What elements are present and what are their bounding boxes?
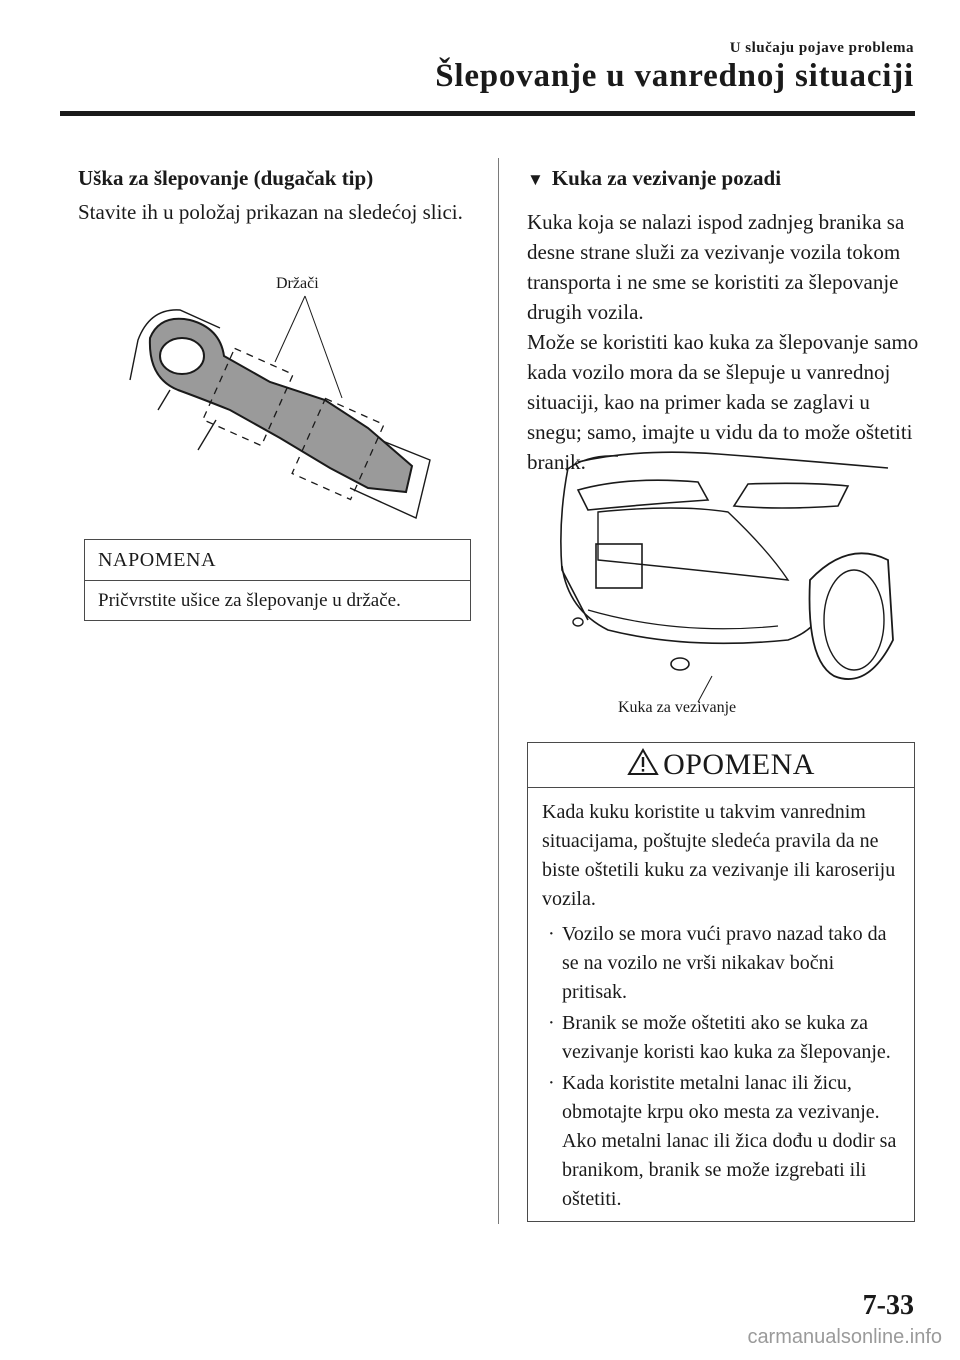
exhaust <box>671 658 689 670</box>
warning-title: OPOMENA <box>528 743 914 788</box>
license-plate <box>596 544 642 588</box>
warning-triangle-icon <box>627 748 659 776</box>
page-title: Šlepovanje u vanrednoj situaciji <box>435 58 914 94</box>
car-rear-figure <box>548 440 903 720</box>
list-item: · Branik se može oštetiti ako se kuka za vezivanje koristi kao kuka za šlepovanje. <box>548 1012 891 1063</box>
note-box <box>84 539 471 621</box>
roof-line <box>578 452 888 468</box>
tiedown-hook-label: Kuka za vezivanje <box>618 699 737 716</box>
column-divider <box>498 158 499 1224</box>
list-item: · Vozilo se mora vući pravo nazad tako da se na vozilo ne vrši nikakav bočni pritisak. <box>548 923 887 1003</box>
outline <box>566 456 618 470</box>
warning-body <box>528 788 914 1214</box>
list-item: · Kada koristite metalni lanac ili žicu, obmotajte krpu oko mesta za vezivanje. Ako metalni lanac ili žica dođu u dodir sa branikom, branik se može izgrebati ili oštetiti. <box>548 1072 897 1210</box>
outline <box>158 390 170 410</box>
towing-eye-instruction: Stavite ih u položaj prikazan na sledećoj slici. <box>78 200 463 224</box>
leader-line <box>305 296 342 398</box>
warning-intro: Kada kuku koristite u takvim vanrednim situacijama, poštujte sledeća pravila da ne biste oštetili kuku za vezivanje ili karoseriju vozila. <box>542 801 896 910</box>
page-number: 7-33 <box>862 1290 914 1321</box>
note-title: NAPOMENA <box>85 540 470 581</box>
rear-tiedown-paragraph-2: Može se koristiti kao kuka za šlepovanje samo kada vozilo mora da se šlepuje u vanrednoj situaciji, kao na primer kada se zaglavi u snegu; samo, imajte u vidu da to može oštetiti branik. <box>527 330 919 474</box>
towing-eye-hole <box>160 338 204 374</box>
left-column <box>78 163 478 227</box>
watermark: carmanualsonline.info <box>747 1326 942 1348</box>
leader-line <box>275 296 305 362</box>
outline <box>198 420 216 450</box>
towing-eye-subheading: Uška za šlepovanje (dugačak tip) <box>78 166 374 190</box>
tow-hook-point <box>573 618 583 626</box>
note-text: Pričvrstite ušice za šlepovanje u držače. <box>98 590 401 611</box>
holders-label: Držači <box>276 275 319 292</box>
rear-tiedown-heading: ▼ Kuka za vezivanje pozadi <box>527 163 919 195</box>
warning-bullets <box>542 920 900 1214</box>
bumper-line <box>588 610 778 629</box>
header-rule <box>60 111 915 116</box>
towing-eye-figure <box>120 270 440 530</box>
triangle-bullet-icon: ▼ <box>527 170 544 189</box>
bumper <box>562 566 828 643</box>
tail-light <box>734 483 848 508</box>
section-label: U slučaju pojave problema <box>729 40 914 56</box>
tail-light <box>578 480 708 510</box>
wheel <box>810 553 894 679</box>
warning-box <box>527 742 915 1222</box>
right-column <box>527 163 919 477</box>
rear-tiedown-paragraph-1: Kuka koja se nalazi ispod zadnjeg branika sa desne strane služi za vezivanje vozila tokom transporta i ne sme se koristiti za šlepovanje drugih vozila. <box>527 210 905 324</box>
